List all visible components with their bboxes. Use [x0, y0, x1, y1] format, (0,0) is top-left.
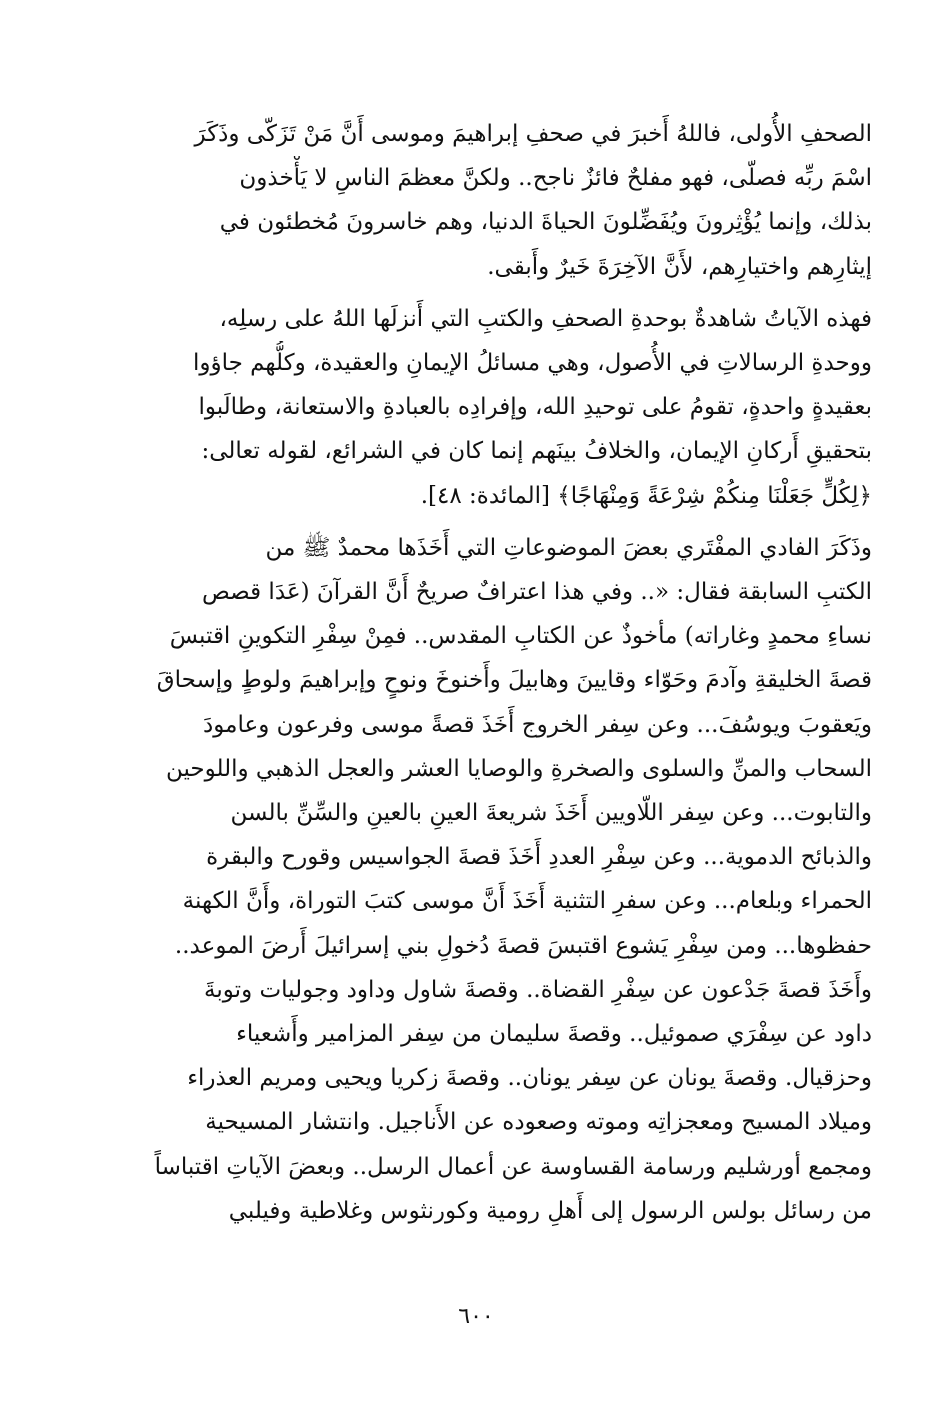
quran-verse-line: ﴿لِكُلٍّ جَعَلْنَا مِنكُمْ شِرْعَةً وَمِنْهَاجًا﴾ [المائدة: ٤٨].: [420, 482, 872, 509]
text-line: من رسائل بولس الرسول إلى أَهلِ رومية وكورنثوس وغلاطية وفيلبي: [228, 1197, 872, 1224]
text-line: بتحقيقِ أَركانِ الإيمان، والخلافُ بينَهم إنما كان في الشرائع، لقوله تعالى:: [201, 438, 872, 465]
text-line: السحاب والمنِّ والسلوى والصخرةِ والوصايا العشر والعجل الذهبي واللوحين: [165, 755, 872, 782]
text-line: الحمراء وبلعام... وعن سفرِ التثنية أَخَذَ أَنَّ موسى كتبَ التوراة، وأَنَّ الكهنة: [182, 888, 872, 915]
paragraph-3: [80, 526, 872, 1233]
paragraph-2: [80, 297, 872, 518]
text-line: وميلاد المسيح ومعجزاتِه وموته وصعوده عن الأَناجيل. وانتشار المسيحية: [205, 1109, 872, 1136]
text-line: اسْمَ ربِّه فصلّى، فهو مفلحٌ فائزٌ ناجح.. ولكنَّ معظمَ الناسِ لا يَأْخذون: [239, 165, 872, 192]
text-line: وذَكَرَ الفادي المفْتَري بعضَ الموضوعاتِ التي أَخَذَها محمدٌ ﷺ من: [265, 534, 872, 561]
text-line: والذبائح الدموية... وعن سِفْرِ العددِ أَخَذَ قصةَ الجواسيس وقورح والبقرة: [206, 844, 872, 871]
text-line: ووحدةِ الرسالاتِ في الأُصول، وهي مسائلُ الإيمانِ والعقيدة، وكلُّهم جاؤوا: [192, 350, 872, 377]
page-number: ٦٠٠: [458, 1304, 494, 1329]
text-line: ويَعقوبَ ويوسُفَ... وعن سِفر الخروج أَخَذَ قصةً موسى وفرعون وعامودَ: [203, 711, 872, 738]
text-line: بذلك، وإنما يُؤْثِرونَ ويُفَضِّلونَ الحياةَ الدنيا، وهم خاسرونَ مُخطئون في: [219, 209, 872, 236]
text-line: قصةَ الخليقةِ وآدمَ وحَوّاء وقايينَ وهابيلَ وأَخنوخَ ونوحٍ وإبراهيمَ ولوطٍ وإسحاقَ: [156, 667, 872, 694]
text-line: حفظوها... ومن سِفْرِ يَشوع اقتبسَ قصةَ دُخولِ بني إسرائيلَ أَرضَ الموعد..: [174, 932, 872, 959]
text-line: ومجمع أورشليم ورسامة القساوسة عن أعمال الرسل.. وبعضَ الآياتِ اقتباساً: [154, 1153, 872, 1180]
text-line: الصحفِ الأُولى، فاللهُ أَخبرَ في صحفِ إبراهيمَ وموسى أَنَّ مَنْ تَزَكّى وذَكَرَ: [194, 121, 872, 147]
page-body: [80, 112, 872, 1233]
paragraph-1: [80, 112, 872, 289]
text-line: وأَخَذَ قصةَ جَدْعون عن سِفْرِ القضاة.. وقصةَ شاول وداود وجوليات وتوبةَ: [204, 976, 872, 1003]
text-line: بعقيدةٍ واحدةٍ، تقومُ على توحيدِ الله، وإفرادِه بالعبادةِ والاستعانة، وطالَبوا: [198, 394, 872, 421]
text-line: داود عن سِفْرَي صموئيل.. وقصةَ سليمان من سِفر المزامير وأَشعياء: [236, 1021, 872, 1048]
text-line: إيثارِهم واختيارِهم، لأَنَّ الآخِرَةَ خَيرٌ وأَبقى.: [487, 253, 872, 280]
text-line: والتابوت... وعن سِفر اللّاويين أَخَذَ شريعةَ العينِ بالعينِ والسِّنِّ بالسن: [230, 800, 872, 827]
text-line: نساءِ محمدٍ وغاراته) مأخوذٌ عن الكتابِ المقدس.. فمِنْ سِفْرِ التكوينِ اقتبسَ: [169, 623, 872, 650]
text-line: الكتبِ السابقة فقال: «.. وفي هذا اعترافٌ صريحٌ أَنَّ القرآنَ (عَدَا قصص: [202, 579, 872, 606]
text-line: فهذه الآياتُ شاهدةٌ بوحدةِ الصحفِ والكتبِ التي أَنزلَها اللهُ على رسلِه،: [219, 305, 872, 332]
text-line: وحزقيال. وقصةَ يونان عن سِفر يونان.. وقصةَ زكريا ويحيى ومريم العذراء: [187, 1065, 872, 1092]
